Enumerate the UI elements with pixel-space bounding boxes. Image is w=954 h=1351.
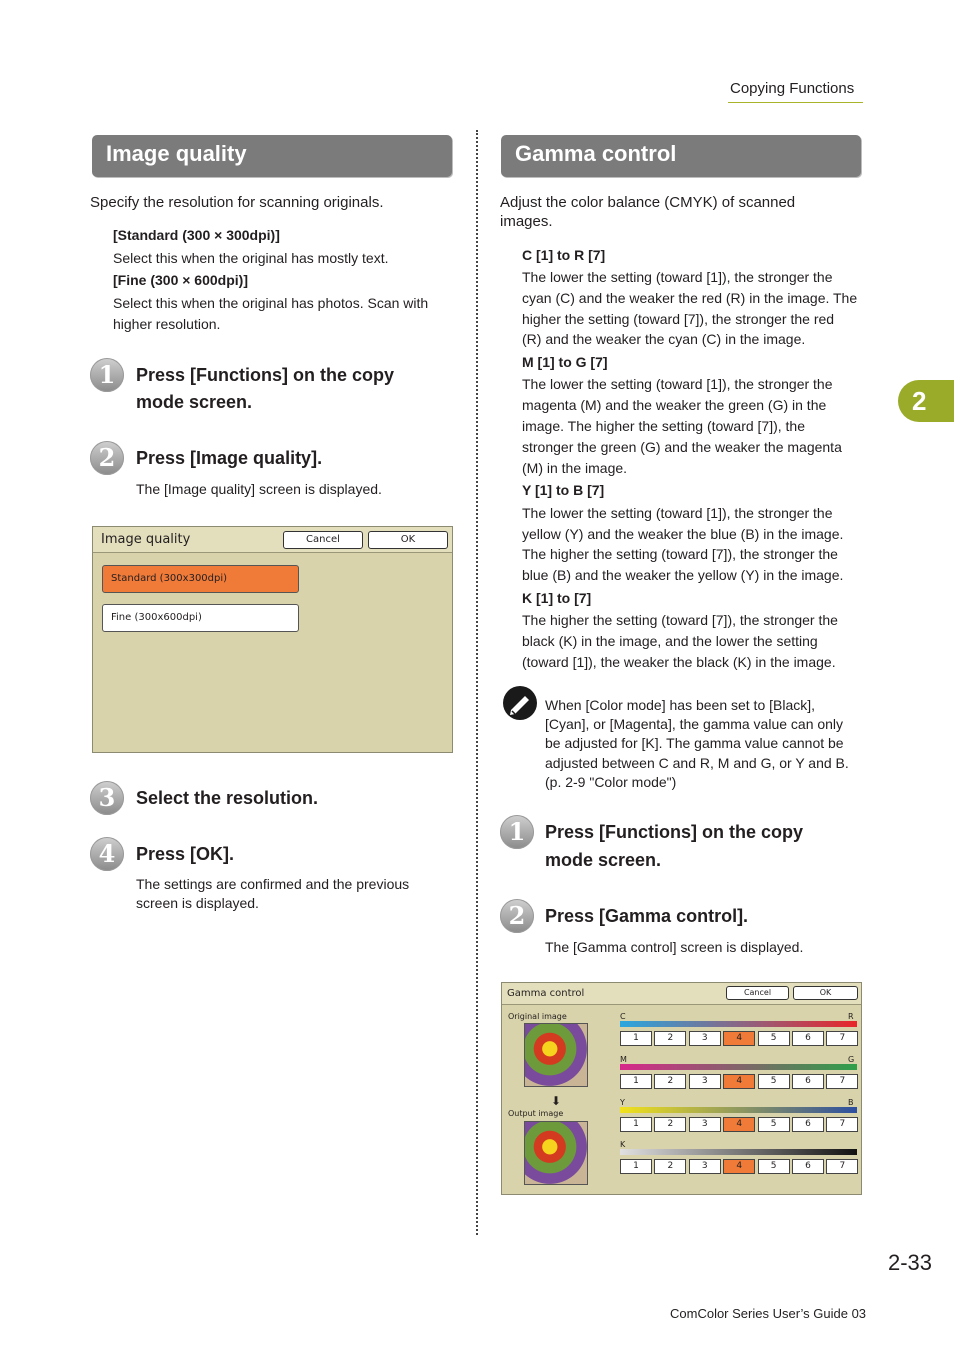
output-image-label: Output image [508,1109,564,1118]
gamma-screen-title: Gamma control [507,988,585,999]
gamma-level-button[interactable]: 3 [689,1031,721,1046]
item-k-name: K [1] to [7] [522,590,592,606]
gamma-level-button[interactable]: 1 [620,1031,652,1046]
page-number: 2-33 [888,1250,933,1275]
gamma-level-button[interactable]: 7 [826,1159,858,1174]
gamma-level-button[interactable]: 6 [792,1117,824,1132]
item-m-g-line: magenta (M) and the weaker the green (G) in the [522,397,827,413]
gamma-intro-2: images. [500,213,553,230]
gamma-ok-button[interactable]: OK [793,986,858,1000]
step-2-text: Press [Image quality]. [136,448,323,468]
option-fine-desc-1: Select this when the original has photos. Scan with [113,295,429,311]
option-standard-desc: Select this when the original has mostly text. [113,250,389,266]
standard-resolution-button[interactable]: Standard (300x300dpi) [102,565,299,593]
item-c-r-line: (R) and the weaker the cyan (C) in the image. [522,331,806,347]
gamma-level-button[interactable]: 2 [654,1074,686,1089]
column-divider [476,130,478,1235]
gamma-control-screen [501,982,862,1195]
image-quality-intro: Specify the resolution for scanning originals. [90,194,384,211]
cancel-button[interactable]: Cancel [283,531,363,549]
gamma-level-button[interactable]: 6 [792,1074,824,1089]
image-quality-screen [92,526,453,753]
step-4-sub-2: screen is displayed. [136,895,259,911]
item-y-b-name: Y [1] to B [7] [522,482,605,498]
item-m-g-line: The lower the setting (toward [1]), the stronger the [522,376,833,392]
channel-color-bar [620,1149,857,1155]
gamma-level-button[interactable]: 7 [826,1117,858,1132]
gamma-step-1-badge: 1 [500,815,534,849]
item-y-b-line: yellow (Y) and the weaker the blue (B) in the image. [522,526,844,542]
option-standard-name: [Standard (300 × 300dpi)] [113,227,280,243]
chapter-tab: 2 [898,380,954,422]
item-k-line: The higher the setting (toward [7]), the stronger the [522,612,838,628]
item-y-b-line: The lower the setting (toward [1]), the stronger the [522,505,833,521]
gamma-level-button[interactable]: 3 [689,1074,721,1089]
item-c-r-line: cyan (C) and the weaker the red (R) in the image. The [522,290,858,306]
step-4-sub-1: The settings are confirmed and the previous [136,876,410,892]
channel-left-label: M [620,1055,627,1064]
gamma-level-button[interactable]: 6 [792,1031,824,1046]
step-4-badge: 4 [90,837,124,871]
gamma-level-button[interactable]: 5 [758,1117,790,1132]
channel-left-label: C [620,1012,626,1021]
option-fine-name: [Fine (300 × 600dpi)] [113,272,248,288]
gamma-level-button[interactable]: 1 [620,1117,652,1132]
step-1-text-2: mode screen. [136,392,253,412]
note-pencil-icon [503,686,537,720]
channel-right-label: R [848,1012,854,1021]
item-y-b-line: blue (B) and the weaker the yellow (Y) in the image. [522,567,844,583]
item-c-r-line: The lower the setting (toward [1]), the stronger the [522,269,833,285]
gamma-level-button[interactable]: 7 [826,1074,858,1089]
gamma-level-button[interactable]: 1 [620,1159,652,1174]
gamma-level-button[interactable]: 1 [620,1074,652,1089]
header-rule [728,102,863,103]
item-k-line: black (K) in the image, and the lower the setting [522,633,818,649]
step-2-badge: 2 [90,441,124,475]
gamma-cancel-button[interactable]: Cancel [726,986,789,1000]
gamma-level-button[interactable]: 4 [723,1074,755,1089]
footer-guide-title: ComColor Series User’s Guide 03 [670,1306,867,1321]
item-c-r-line: higher the setting (toward [7]), the stronger the red [522,311,835,327]
channel-color-bar [620,1064,857,1070]
gamma-level-button[interactable]: 3 [689,1117,721,1132]
step-3-text: Select the resolution. [136,788,319,808]
gamma-step-2-badge: 2 [500,899,534,933]
gamma-step-2-sub: The [Gamma control] screen is displayed. [545,939,804,955]
item-m-g-name: M [1] to G [7] [522,354,608,370]
channel-left-label: K [620,1140,626,1149]
item-m-g-line: image. The higher the setting (toward [7]), the [522,418,806,434]
gamma-level-button[interactable]: 5 [758,1159,790,1174]
section-heading-gamma-control: Gamma control [501,135,861,177]
note-line: adjusted between C and R, M and G, or Y and B. [545,755,849,771]
gamma-level-button[interactable]: 3 [689,1159,721,1174]
gamma-step-2-text: Press [Gamma control]. [545,906,749,926]
channel-color-bar [620,1021,857,1027]
gamma-intro-1: Adjust the color balance (CMYK) of scanned [500,194,796,211]
item-m-g-line: (M) in the image. [522,460,628,476]
gamma-level-button[interactable]: 6 [792,1159,824,1174]
note-line: When [Color mode] has been set to [Black], [545,697,816,713]
channel-right-label: B [848,1098,854,1107]
output-image-thumbnail [524,1121,588,1185]
channel-left-label: Y [620,1098,625,1107]
down-arrow-icon: ⬇ [551,1094,562,1108]
step-4-text: Press [OK]. [136,844,235,864]
screen-title: Image quality [101,532,191,547]
item-c-r-name: C [1] to R [7] [522,247,606,263]
item-m-g-line: stronger the green (G) and the weaker the magenta [522,439,842,455]
note-line: be adjusted for [K]. The gamma value cannot be [545,735,844,751]
item-y-b-line: The higher the setting (toward [7]), the stronger the [522,546,838,562]
item-k-line: (toward [1]), the weaker the black (K) in the image. [522,654,836,670]
ok-button[interactable]: OK [368,531,448,549]
step-3-badge: 3 [90,781,124,815]
gamma-level-button[interactable]: 5 [758,1074,790,1089]
section-heading-image-quality: Image quality [92,135,452,177]
gamma-level-button[interactable]: 4 [723,1117,755,1132]
gamma-level-button[interactable]: 5 [758,1031,790,1046]
gamma-level-button[interactable]: 2 [654,1117,686,1132]
gamma-level-button[interactable]: 4 [723,1159,755,1174]
note-link-color-mode[interactable]: (p. 2-9 "Color mode") [545,774,677,790]
running-header: Copying Functions [730,80,855,97]
step-2-sub: The [Image quality] screen is displayed. [136,481,382,497]
gamma-level-button[interactable]: 2 [654,1159,686,1174]
gamma-step-1-text-2: mode screen. [545,850,662,870]
fine-resolution-button[interactable]: Fine (300x600dpi) [102,604,299,632]
channel-right-label: G [848,1055,855,1064]
original-image-thumbnail [524,1023,588,1087]
gamma-level-button[interactable]: 7 [826,1031,858,1046]
step-1-text-1: Press [Functions] on the copy [136,365,395,385]
note-line: [Cyan], or [Magenta], the gamma value can only [545,716,844,732]
gamma-level-button[interactable]: 4 [723,1031,755,1046]
option-fine-desc-2: higher resolution. [113,316,221,332]
step-1-badge: 1 [90,358,124,392]
original-image-label: Original image [508,1012,567,1021]
gamma-step-1-text-1: Press [Functions] on the copy [545,822,804,842]
gamma-level-button[interactable]: 2 [654,1031,686,1046]
channel-color-bar [620,1107,857,1113]
